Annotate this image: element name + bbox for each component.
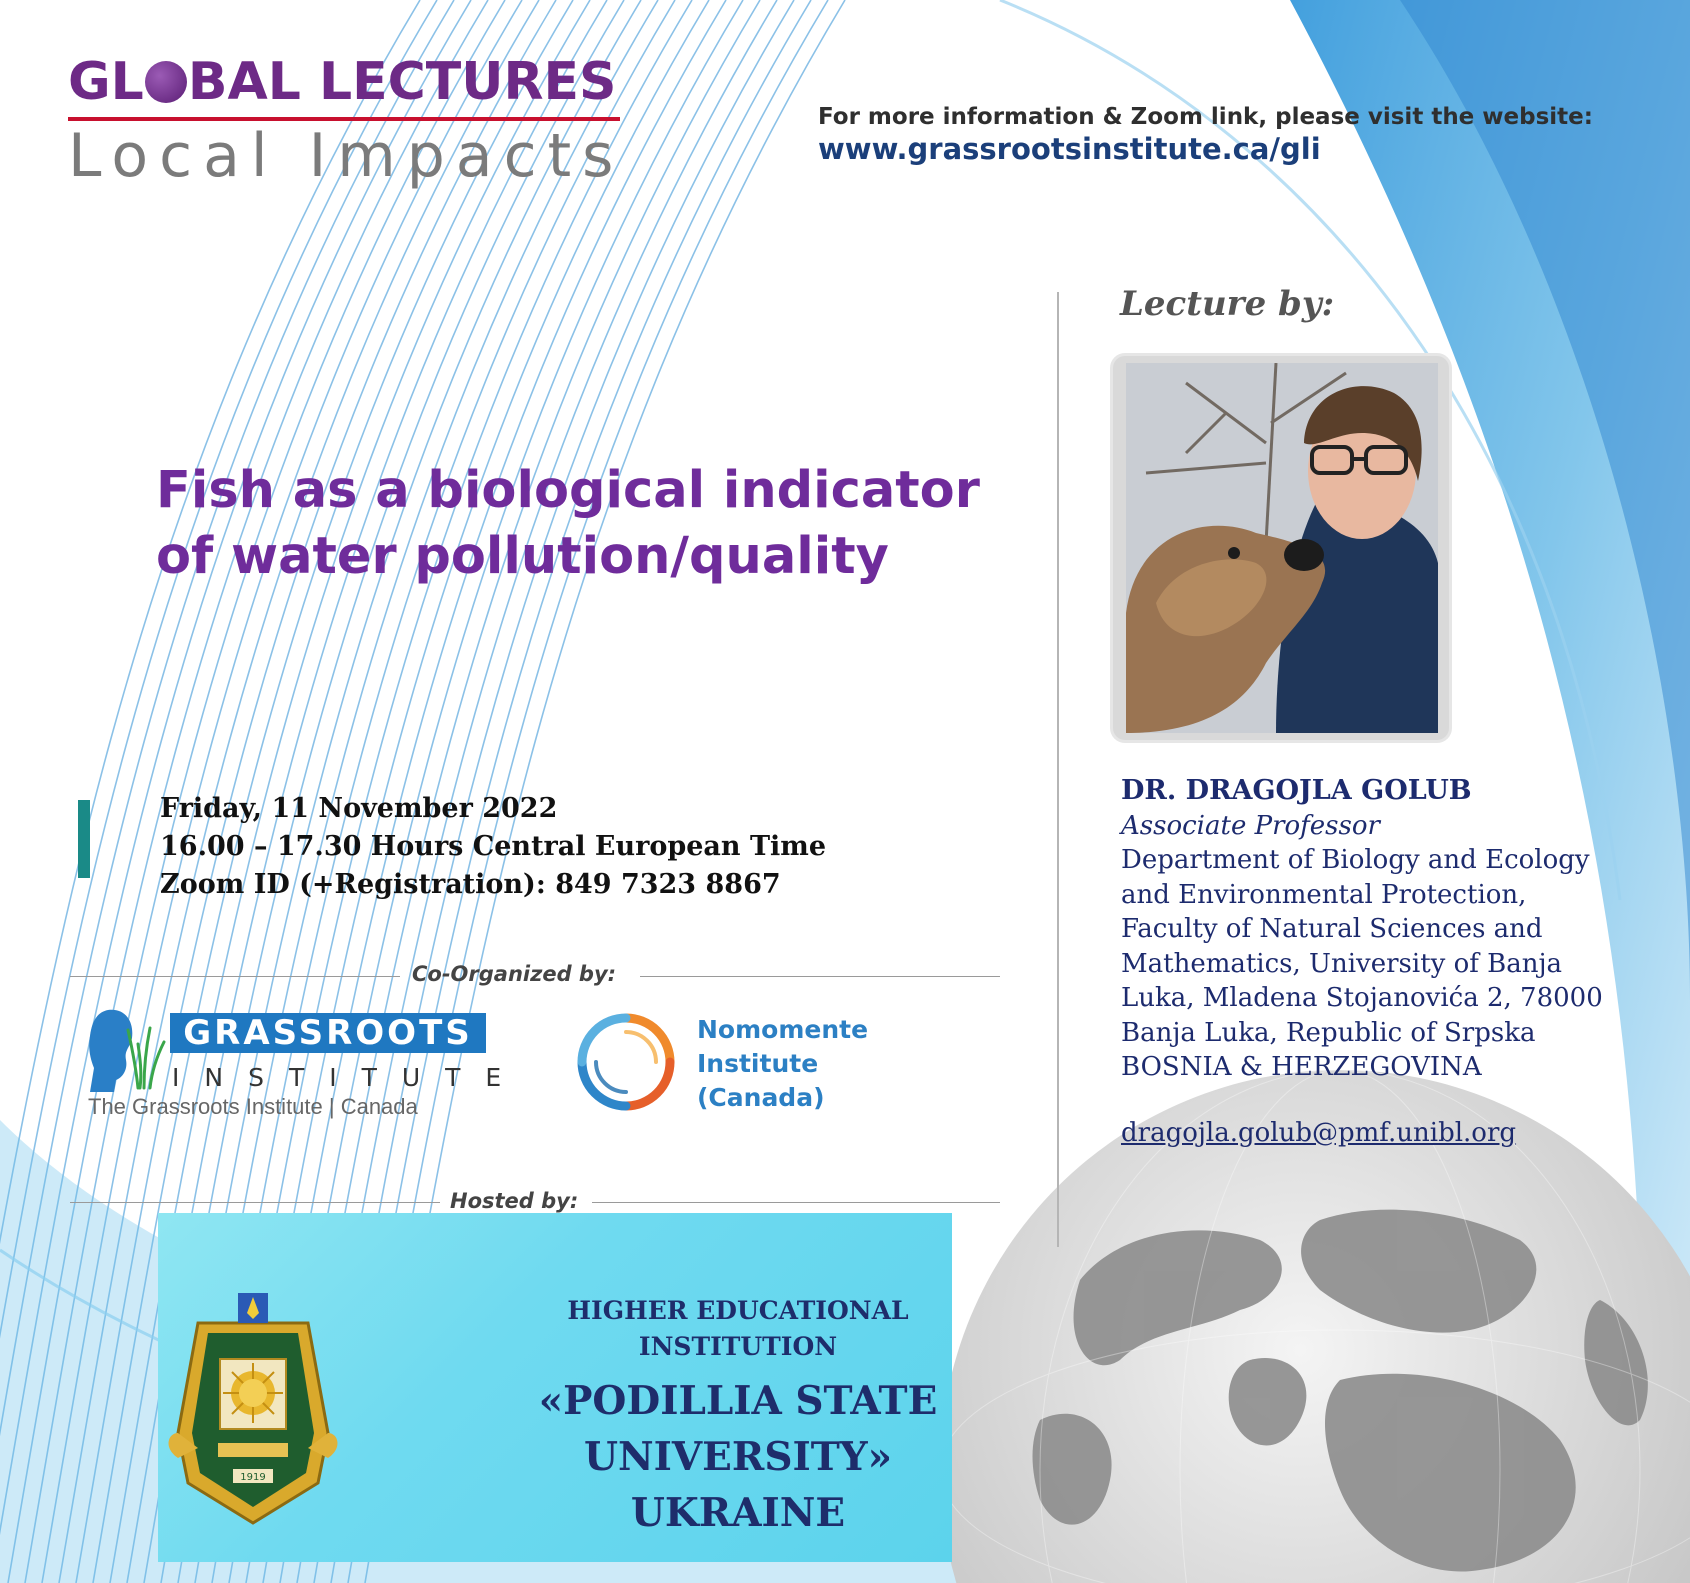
- affiliation-line: Banja Luka, Republic of Srpska: [1121, 1017, 1536, 1048]
- lecture-by-label: Lecture by:: [1120, 284, 1335, 324]
- info-text: For more information & Zoom link, please visit the website:: [818, 104, 1593, 130]
- affiliation-line: BOSNIA & HERZEGOVINA: [1121, 1052, 1482, 1082]
- grassroots-tagline: The Grassroots Institute | Canada: [88, 1094, 418, 1119]
- lecturer-email-link[interactable]: dragojla.golub@pmf.unibl.org: [1121, 1118, 1517, 1148]
- event-date: Friday, 11 November 2022: [160, 793, 558, 824]
- nomomente-swirl-icon: [568, 1008, 684, 1116]
- event-time: 16.00 – 17.30 Hours Central European Time: [160, 831, 827, 862]
- nomomente-line-1: Nomomente: [697, 1015, 869, 1044]
- nomomente-line-2: Institute: [697, 1049, 819, 1078]
- event-zoom-id: Zoom ID (+Registration): 849 7323 8867: [160, 869, 781, 900]
- crest-year: 1919: [240, 1472, 266, 1483]
- lecturer-bio: [1121, 774, 1641, 1085]
- lecturer-role: Associate Professor: [1121, 810, 1380, 841]
- host-institution-text: [478, 1293, 952, 1541]
- lecturer-name: DR. DRAGOJLA GOLUB: [1121, 775, 1472, 806]
- host-line-2: «PODILLIA STATE: [538, 1378, 938, 1424]
- title-line-2: of water pollution/quality: [156, 527, 889, 586]
- host-line-3: UNIVERSITY»: [584, 1434, 892, 1480]
- nomomente-line-3: (Canada): [697, 1083, 825, 1112]
- hosted-divider-right: [592, 1202, 1000, 1203]
- coorganized-divider-right: [640, 976, 1000, 977]
- nomomente-name: [697, 1013, 868, 1115]
- local-impacts-text: Local Impacts: [68, 121, 625, 191]
- host-banner: [158, 1213, 952, 1562]
- column-divider: [1057, 292, 1059, 1247]
- coorganized-divider-left: [70, 976, 400, 977]
- event-details: [160, 790, 826, 904]
- grassroots-institute-text: INSTITUTE: [172, 1063, 527, 1092]
- host-line-1: HIGHER EDUCATIONAL INSTITUTION: [567, 1296, 909, 1361]
- affiliation-line: Faculty of Natural Sciences and: [1121, 914, 1543, 944]
- affiliation-line: Mathematics, University of Banja: [1121, 948, 1563, 979]
- university-crest-icon: [158, 1283, 348, 1533]
- lecturer-photo: [1126, 363, 1438, 733]
- accent-bar: [78, 800, 90, 878]
- coorganized-label: Co-Organized by:: [412, 962, 617, 986]
- affiliation-line: Luka, Mladena Stojanovića 2, 78000: [1121, 983, 1603, 1013]
- globe-icon: [145, 61, 187, 103]
- lecture-title: [156, 458, 996, 590]
- hosted-divider-left: [70, 1202, 440, 1203]
- hosted-label: Hosted by:: [450, 1189, 579, 1213]
- grassroots-name-box: GRASSROOTS: [170, 1013, 486, 1053]
- host-line-4: UKRAINE: [630, 1490, 846, 1536]
- affiliation-line: and Environmental Protection,: [1121, 879, 1527, 910]
- title-line-1: Fish as a biological indicator: [156, 461, 980, 520]
- grassroots-head-icon: [88, 1008, 166, 1092]
- logo-text-part2: BAL LECTURES: [187, 52, 617, 112]
- affiliation-line: Department of Biology and Ecology: [1121, 845, 1590, 875]
- logo-text-part1: GL: [68, 52, 144, 112]
- global-lectures-logo: [68, 52, 616, 112]
- host-university-name: [478, 1373, 952, 1541]
- website-link[interactable]: www.grassrootsinstitute.ca/gli: [818, 132, 1321, 166]
